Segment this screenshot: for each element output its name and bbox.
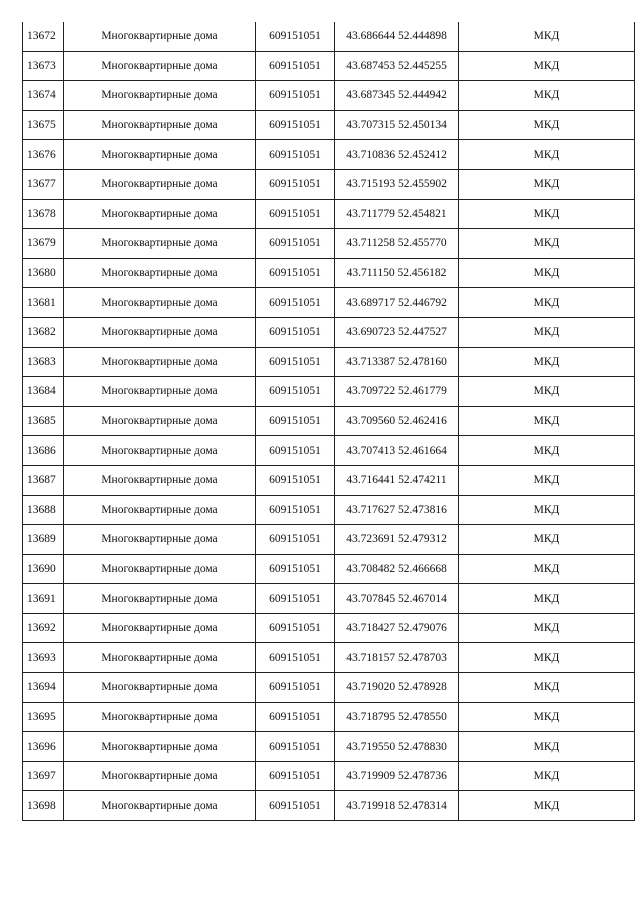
- table-row: [23, 673, 635, 703]
- cell-category: МКД: [459, 347, 635, 377]
- table-row: [23, 347, 635, 377]
- cell-category: МКД: [459, 465, 635, 495]
- cell-category: МКД: [459, 229, 635, 259]
- cell-code: 609151051: [256, 436, 335, 466]
- cell-category: МКД: [459, 199, 635, 229]
- table-row: [23, 732, 635, 762]
- cell-coordinates: 43.716441 52.474211: [335, 465, 459, 495]
- cell-coordinates: 43.713387 52.478160: [335, 347, 459, 377]
- cell-coordinates: 43.719909 52.478736: [335, 761, 459, 791]
- cell-id: 13696: [23, 732, 64, 762]
- table-row: [23, 584, 635, 614]
- cell-id: 13681: [23, 288, 64, 318]
- cell-object-type: Многоквартирные дома: [64, 525, 256, 555]
- cell-code: 609151051: [256, 140, 335, 170]
- cell-category: МКД: [459, 406, 635, 436]
- cell-id: 13694: [23, 673, 64, 703]
- cell-code: 609151051: [256, 377, 335, 407]
- cell-id: 13698: [23, 791, 64, 821]
- cell-object-type: Многоквартирные дома: [64, 317, 256, 347]
- cell-object-type: Многоквартирные дома: [64, 761, 256, 791]
- cell-category: МКД: [459, 51, 635, 81]
- cell-code: 609151051: [256, 702, 335, 732]
- cell-id: 13697: [23, 761, 64, 791]
- cell-object-type: Многоквартирные дома: [64, 613, 256, 643]
- cell-code: 609151051: [256, 169, 335, 199]
- cell-code: 609151051: [256, 22, 335, 51]
- cell-id: 13687: [23, 465, 64, 495]
- cell-id: 13672: [23, 22, 64, 51]
- cell-id: 13676: [23, 140, 64, 170]
- cell-object-type: Многоквартирные дома: [64, 110, 256, 140]
- cell-code: 609151051: [256, 643, 335, 673]
- cell-object-type: Многоквартирные дома: [64, 22, 256, 51]
- table-row: [23, 525, 635, 555]
- table-row: [23, 51, 635, 81]
- cell-code: 609151051: [256, 554, 335, 584]
- table-row: [23, 288, 635, 318]
- cell-code: 609151051: [256, 791, 335, 821]
- cell-id: 13685: [23, 406, 64, 436]
- cell-category: МКД: [459, 613, 635, 643]
- cell-code: 609151051: [256, 732, 335, 762]
- cell-category: МКД: [459, 288, 635, 318]
- cell-coordinates: 43.711258 52.455770: [335, 229, 459, 259]
- cell-code: 609151051: [256, 761, 335, 791]
- table-row: [23, 554, 635, 584]
- cell-id: 13677: [23, 169, 64, 199]
- cell-object-type: Многоквартирные дома: [64, 732, 256, 762]
- cell-object-type: Многоквартирные дома: [64, 436, 256, 466]
- cell-object-type: Многоквартирные дома: [64, 406, 256, 436]
- cell-category: МКД: [459, 317, 635, 347]
- cell-code: 609151051: [256, 613, 335, 643]
- cell-coordinates: 43.718157 52.478703: [335, 643, 459, 673]
- cell-coordinates: 43.711150 52.456182: [335, 258, 459, 288]
- cell-coordinates: 43.689717 52.446792: [335, 288, 459, 318]
- cell-object-type: Многоквартирные дома: [64, 702, 256, 732]
- cell-coordinates: 43.687453 52.445255: [335, 51, 459, 81]
- cell-code: 609151051: [256, 406, 335, 436]
- cell-id: 13680: [23, 258, 64, 288]
- cell-coordinates: 43.719550 52.478830: [335, 732, 459, 762]
- cell-code: 609151051: [256, 258, 335, 288]
- cell-code: 609151051: [256, 465, 335, 495]
- table-row: [23, 702, 635, 732]
- cell-code: 609151051: [256, 110, 335, 140]
- cell-coordinates: 43.719918 52.478314: [335, 791, 459, 821]
- cell-object-type: Многоквартирные дома: [64, 377, 256, 407]
- cell-category: МКД: [459, 554, 635, 584]
- cell-object-type: Многоквартирные дома: [64, 169, 256, 199]
- cell-coordinates: 43.710836 52.452412: [335, 140, 459, 170]
- cell-object-type: Многоквартирные дома: [64, 673, 256, 703]
- cell-object-type: Многоквартирные дома: [64, 791, 256, 821]
- cell-coordinates: 43.707315 52.450134: [335, 110, 459, 140]
- table-row: [23, 436, 635, 466]
- table-row: [23, 495, 635, 525]
- cell-id: 13684: [23, 377, 64, 407]
- cell-id: 13690: [23, 554, 64, 584]
- cell-id: 13692: [23, 613, 64, 643]
- cell-code: 609151051: [256, 199, 335, 229]
- table-row: [23, 406, 635, 436]
- cell-id: 13674: [23, 81, 64, 111]
- cell-code: 609151051: [256, 81, 335, 111]
- cell-coordinates: 43.687345 52.444942: [335, 81, 459, 111]
- cell-category: МКД: [459, 436, 635, 466]
- cell-coordinates: 43.709722 52.461779: [335, 377, 459, 407]
- cell-code: 609151051: [256, 51, 335, 81]
- cell-object-type: Многоквартирные дома: [64, 199, 256, 229]
- cell-category: МКД: [459, 791, 635, 821]
- cell-coordinates: 43.719020 52.478928: [335, 673, 459, 703]
- cell-id: 13688: [23, 495, 64, 525]
- table-row: [23, 791, 635, 821]
- cell-coordinates: 43.723691 52.479312: [335, 525, 459, 555]
- cell-code: 609151051: [256, 288, 335, 318]
- cell-category: МКД: [459, 258, 635, 288]
- cell-code: 609151051: [256, 347, 335, 377]
- cell-category: МКД: [459, 140, 635, 170]
- cell-coordinates: 43.709560 52.462416: [335, 406, 459, 436]
- cell-coordinates: 43.711779 52.454821: [335, 199, 459, 229]
- cell-object-type: Многоквартирные дома: [64, 643, 256, 673]
- cell-code: 609151051: [256, 584, 335, 614]
- cell-id: 13673: [23, 51, 64, 81]
- cell-object-type: Многоквартирные дома: [64, 258, 256, 288]
- cell-coordinates: 43.718795 52.478550: [335, 702, 459, 732]
- table-body: [23, 22, 635, 821]
- cell-coordinates: 43.707413 52.461664: [335, 436, 459, 466]
- cell-object-type: Многоквартирные дома: [64, 554, 256, 584]
- cell-category: МКД: [459, 673, 635, 703]
- cell-category: МКД: [459, 584, 635, 614]
- cell-id: 13689: [23, 525, 64, 555]
- cell-object-type: Многоквартирные дома: [64, 465, 256, 495]
- cell-category: МКД: [459, 22, 635, 51]
- cell-id: 13683: [23, 347, 64, 377]
- table-row: [23, 22, 635, 51]
- cell-object-type: Многоквартирные дома: [64, 288, 256, 318]
- table-row: [23, 229, 635, 259]
- table-row: [23, 761, 635, 791]
- cell-object-type: Многоквартирные дома: [64, 495, 256, 525]
- table-row: [23, 465, 635, 495]
- table-row: [23, 169, 635, 199]
- cell-object-type: Многоквартирные дома: [64, 140, 256, 170]
- table-row: [23, 258, 635, 288]
- table-row: [23, 377, 635, 407]
- cell-object-type: Многоквартирные дома: [64, 347, 256, 377]
- cell-code: 609151051: [256, 317, 335, 347]
- cell-id: 13675: [23, 110, 64, 140]
- cell-coordinates: 43.715193 52.455902: [335, 169, 459, 199]
- table-row: [23, 317, 635, 347]
- table-row: [23, 613, 635, 643]
- cell-code: 609151051: [256, 525, 335, 555]
- cell-id: 13679: [23, 229, 64, 259]
- cell-object-type: Многоквартирные дома: [64, 584, 256, 614]
- cell-category: МКД: [459, 110, 635, 140]
- cell-coordinates: 43.686644 52.444898: [335, 22, 459, 51]
- cell-category: МКД: [459, 525, 635, 555]
- cell-category: МКД: [459, 377, 635, 407]
- cell-id: 13678: [23, 199, 64, 229]
- cell-id: 13686: [23, 436, 64, 466]
- cell-coordinates: 43.718427 52.479076: [335, 613, 459, 643]
- table-row: [23, 199, 635, 229]
- cell-object-type: Многоквартирные дома: [64, 229, 256, 259]
- cell-code: 609151051: [256, 495, 335, 525]
- cell-object-type: Многоквартирные дома: [64, 51, 256, 81]
- cell-id: 13691: [23, 584, 64, 614]
- data-table: [22, 22, 635, 821]
- cell-coordinates: 43.690723 52.447527: [335, 317, 459, 347]
- cell-coordinates: 43.708482 52.466668: [335, 554, 459, 584]
- table-row: [23, 140, 635, 170]
- cell-coordinates: 43.707845 52.467014: [335, 584, 459, 614]
- table-row: [23, 81, 635, 111]
- cell-category: МКД: [459, 761, 635, 791]
- cell-id: 13695: [23, 702, 64, 732]
- table-row: [23, 643, 635, 673]
- cell-code: 609151051: [256, 673, 335, 703]
- cell-coordinates: 43.717627 52.473816: [335, 495, 459, 525]
- cell-id: 13682: [23, 317, 64, 347]
- cell-id: 13693: [23, 643, 64, 673]
- cell-category: МКД: [459, 81, 635, 111]
- cell-category: МКД: [459, 643, 635, 673]
- cell-code: 609151051: [256, 229, 335, 259]
- cell-object-type: Многоквартирные дома: [64, 81, 256, 111]
- cell-category: МКД: [459, 169, 635, 199]
- cell-category: МКД: [459, 495, 635, 525]
- table-row: [23, 110, 635, 140]
- cell-category: МКД: [459, 732, 635, 762]
- cell-category: МКД: [459, 702, 635, 732]
